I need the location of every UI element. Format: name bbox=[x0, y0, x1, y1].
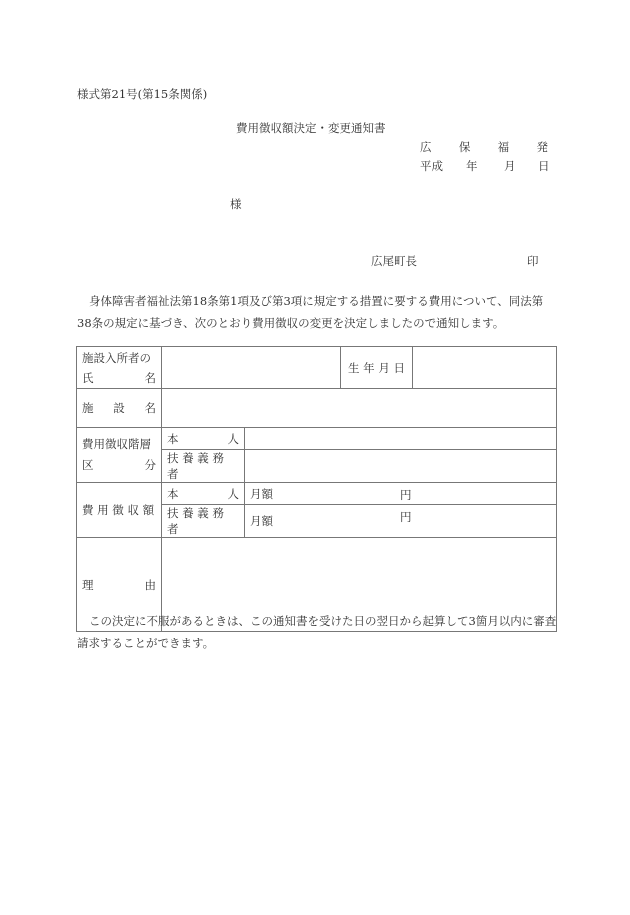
resident-name-label: 施設入所者の 氏 名 bbox=[77, 347, 162, 389]
amount-label: 費 用 徴 収 額 bbox=[77, 483, 162, 538]
issue-number: 広 保 福 発 bbox=[420, 140, 548, 154]
birthdate-label: 生 年 月 日 bbox=[341, 347, 413, 389]
amount-guardian-label: 扶 養 義 務 者 bbox=[162, 505, 245, 538]
appeal-notice: この決定に不服があるときは、この通知書を受けた日の翌日から起算して3箇月以内に審査請求することができます。 bbox=[77, 614, 557, 650]
form-number: 様式第21号(第15条関係) bbox=[77, 87, 208, 101]
bracket-guardian-label: 扶 養 義 務 者 bbox=[162, 450, 245, 483]
amount-guardian-field[interactable]: 月額 円 bbox=[245, 505, 557, 538]
birthdate-field[interactable] bbox=[413, 347, 557, 389]
issuer-name: 広尾町長 bbox=[371, 254, 417, 268]
document-title: 費用徴収額決定・変更通知書 bbox=[236, 121, 386, 135]
facility-name-field[interactable] bbox=[162, 389, 557, 428]
facility-name-label: 施 設 名 bbox=[77, 389, 162, 428]
issue-date: 平成 年 月 日 bbox=[420, 159, 550, 173]
bracket-person-label: 本 人 bbox=[162, 428, 245, 450]
resident-name-field[interactable] bbox=[162, 347, 341, 389]
bracket-guardian-field[interactable] bbox=[245, 450, 557, 483]
seal-mark: 印 bbox=[527, 254, 539, 268]
bracket-label: 費用徴収階層 区 分 bbox=[77, 428, 162, 483]
body-text: 身体障害者福祉法第18条第1項及び第3項に規定する措置に要する費用について、同法第38条の規定に基づき、次のとおり費用徴収の変更を決定しましたので通知します。 bbox=[77, 294, 544, 330]
amount-person-field[interactable]: 月額 円 bbox=[245, 483, 557, 505]
bracket-person-field[interactable] bbox=[245, 428, 557, 450]
notice-form-table bbox=[76, 346, 557, 632]
addressee-suffix: 様 bbox=[230, 197, 242, 211]
reason-label: 理 由 bbox=[77, 538, 162, 632]
amount-person-label: 本 人 bbox=[162, 483, 245, 505]
